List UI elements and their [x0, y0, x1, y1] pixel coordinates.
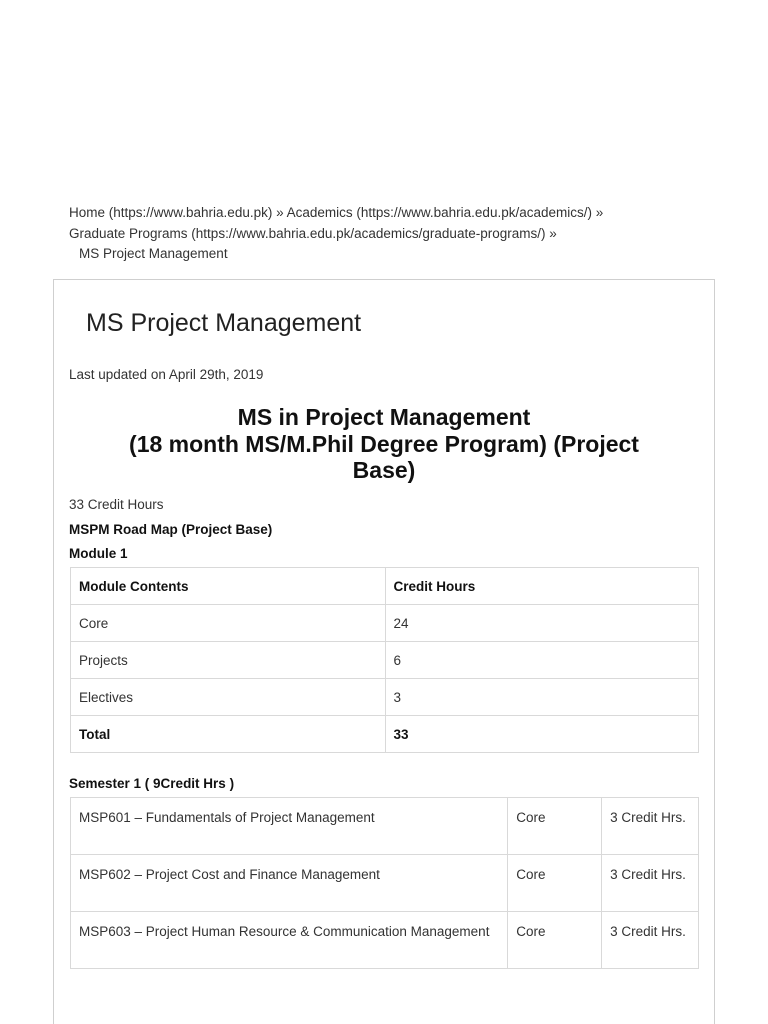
breadcrumb-current: MS Project Management — [79, 246, 228, 261]
table-row — [71, 605, 699, 642]
table-cell: Projects — [71, 642, 386, 679]
table-cell: MSP601 – Fundamentals of Project Management — [71, 798, 508, 855]
semester-title: Semester 1 ( 9Credit Hrs ) — [69, 776, 235, 791]
table-cell: Core — [71, 605, 386, 642]
program-heading-line-3: Base) — [352, 457, 416, 483]
table-cell: Core — [508, 855, 602, 912]
table-cell: 3 — [385, 679, 698, 716]
table-cell: Core — [508, 798, 602, 855]
breadcrumb — [69, 203, 709, 265]
table-cell: MSP603 – Project Human Resource & Communication Management — [71, 912, 508, 969]
table-total-row — [71, 716, 699, 753]
table-row — [71, 855, 699, 912]
semester-table — [70, 797, 699, 969]
program-heading-line-1: MS in Project Management — [237, 404, 531, 430]
table-cell: 3 Credit Hrs. — [602, 912, 699, 969]
table-row — [71, 679, 699, 716]
table-header-cell: Module Contents — [71, 568, 386, 605]
road-map-title: MSPM Road Map (Project Base) — [69, 522, 273, 537]
table-cell: MSP602 – Project Cost and Finance Management — [71, 855, 508, 912]
program-heading-line-2: (18 month MS/M.Phil Degree Program) (Project — [129, 430, 639, 457]
last-updated-text: Last updated on April 29th, 2019 — [69, 367, 264, 382]
table-header-row — [71, 568, 699, 605]
table-row — [71, 912, 699, 969]
table-cell: 24 — [385, 605, 698, 642]
module-table — [70, 567, 699, 753]
table-row — [71, 642, 699, 679]
table-cell: 6 — [385, 642, 698, 679]
table-cell: Core — [508, 912, 602, 969]
page-title: MS Project Management — [86, 309, 362, 337]
table-cell: 33 — [385, 716, 698, 753]
table-cell: 3 Credit Hrs. — [602, 798, 699, 855]
credit-hours-text: 33 Credit Hours — [69, 497, 164, 512]
breadcrumb-line-2[interactable]: Graduate Programs (https://www.bahria.edu.pk/academics/graduate-programs/) » — [69, 225, 557, 241]
table-cell: Electives — [71, 679, 386, 716]
table-row — [71, 798, 699, 855]
breadcrumb-line-1[interactable]: Home (https://www.bahria.edu.pk) » Academics (https://www.bahria.edu.pk/academics/) » — [69, 205, 604, 220]
module-title: Module 1 — [69, 546, 128, 561]
table-header-cell: Credit Hours — [385, 568, 698, 605]
program-heading — [69, 404, 699, 484]
table-cell: 3 Credit Hrs. — [602, 855, 699, 912]
table-cell: Total — [71, 716, 386, 753]
